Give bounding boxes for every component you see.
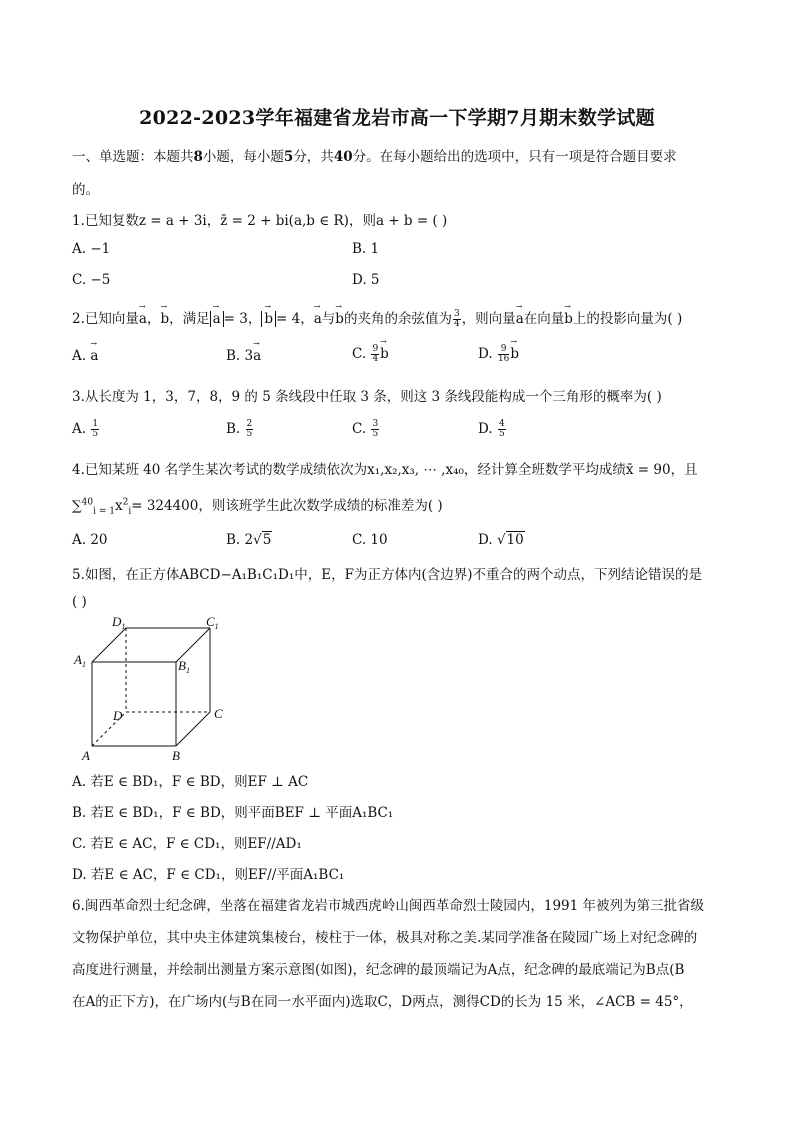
frac-den: 4 <box>453 319 460 329</box>
label-c1: $C_1$ <box>206 614 219 631</box>
opt-label: B. <box>226 421 245 437</box>
q2-text: ，满足 <box>169 311 210 327</box>
sum-upper: 40 <box>81 497 94 508</box>
cube-diagram <box>72 614 242 764</box>
section-text: 一、单选题：本题共 <box>72 149 194 165</box>
sqrt: √5 <box>253 532 272 548</box>
q4-option-a: A. 20 <box>72 532 108 548</box>
question-6-line-3: 高度进行测量，并绘制出测量方案示意图(如图)，纪念碑的最顶端记为A点，纪念碑的最底端记为B点(B <box>72 962 685 978</box>
label-b1: $B_1$ <box>178 658 190 675</box>
q3-option-b <box>226 420 254 439</box>
sqrt: √10 <box>496 532 524 548</box>
label-d1: $D_1$ <box>112 614 126 631</box>
question-2-stem: 2.已知向量→ a，→ b，满足→ a = 3，→ b = 4，→ a与→ b的夹角的余弦值为 $\frac{3}{4}$ ，则向量→ a在向量→ b上的投影向量为( ) <box>72 307 682 329</box>
vector-b: → b <box>160 311 169 327</box>
radicand: 10 <box>506 532 524 548</box>
question-6-line-4: 在A的正下方)，在广场内(与B在同一水平面内)选取C，D两点，测得CD的长为 15 米，∠ACB = 45°， <box>72 994 693 1010</box>
label-d: D <box>113 708 123 723</box>
vector-a: → a <box>139 311 147 327</box>
opt-label: A. <box>72 421 91 437</box>
fraction-cos <box>453 310 461 329</box>
q5-option-d: D. 若E ∈ AC，F ∈ CD₁，则EF//平面A₁BC₁ <box>72 867 345 883</box>
frac-num: 3 <box>453 309 460 319</box>
q2-option-b <box>226 348 261 364</box>
frac-num: 3 <box>372 419 379 429</box>
section-text: 分。在每小题给出的选项中，只有一项是符合题目要求 <box>352 149 677 165</box>
fraction <box>91 420 99 439</box>
frac-num: 4 <box>498 419 505 429</box>
section-total: 40 <box>333 149 353 165</box>
section-header-cont: 的。 <box>72 182 99 198</box>
fraction <box>246 420 254 439</box>
q2-option-a <box>72 348 98 364</box>
q2-text: = 3， <box>223 311 262 327</box>
vector-a: → a <box>314 311 322 327</box>
fraction <box>498 345 509 364</box>
q4-option-d <box>478 532 525 548</box>
label-a1: $A_1$ <box>74 652 86 669</box>
question-6-line-1: 6.闽西革命烈士纪念碑，坐落在福建省龙岩市城西虎岭山闽西革命烈士陵园内，1991 年被列为第三批省级 <box>72 898 705 914</box>
page-title: 2022-2023学年福建省龙岩市高一下学期7月期末数学试题 <box>139 107 655 129</box>
vector-b: → b <box>264 311 273 327</box>
q2-text: 在向量 <box>523 311 565 327</box>
q4-option-c: C. 10 <box>352 532 388 548</box>
question-4-stem-cont: $\sum^{40}_{i = 1}x^2_i= 324400$，则该班学生此次数学成绩的标准差为( ) <box>72 497 443 517</box>
abs-b <box>261 311 276 327</box>
q4-option-b <box>226 532 272 548</box>
frac-den: 4 <box>372 354 379 364</box>
q1-option-a: A. −1 <box>72 241 111 257</box>
opt-label: A. <box>72 348 91 364</box>
label-c: C <box>214 706 223 721</box>
q5-option-a: A. 若E ∈ BD₁，F ∈ BD，则EF ⊥ AC <box>72 774 309 790</box>
abs-a <box>210 311 224 327</box>
vector-a: → a <box>213 311 221 327</box>
vector-a: → a <box>253 348 261 364</box>
section-header <box>72 145 677 165</box>
q1-option-c: C. −5 <box>72 272 111 288</box>
frac-num: 1 <box>92 419 99 429</box>
q2-text: = 4， <box>276 311 314 327</box>
opt-label: C. <box>352 346 371 362</box>
opt-label: D. <box>478 532 497 548</box>
q2-text: ，则向量 <box>461 311 516 327</box>
edge-a1-d1 <box>92 628 126 662</box>
fraction <box>498 420 506 439</box>
frac-num: 9 <box>372 344 379 354</box>
frac-num: 9 <box>498 345 509 355</box>
opt-label: C. <box>352 421 371 437</box>
radicand: 5 <box>262 532 272 548</box>
opt-label: D. <box>478 346 497 362</box>
frac-den: 16 <box>497 354 510 364</box>
q3-option-c <box>352 420 380 439</box>
q5-option-c: C. 若E ∈ AC，F ∈ CD₁，则EF//AD₁ <box>72 836 302 852</box>
q2-text: 上的投影向量为( ) <box>572 311 683 327</box>
q2-text: 2.已知向量 <box>72 311 139 327</box>
q5-option-b: B. 若E ∈ BD₁，F ∈ BD，则平面BEF ⊥ 平面A₁BC₁ <box>72 805 394 821</box>
fraction <box>371 420 379 439</box>
vector-a: → a <box>90 348 98 364</box>
frac-den: 5 <box>246 429 253 439</box>
label-b: B <box>172 748 180 763</box>
label-a: A <box>82 748 90 763</box>
section-text: 分，共 <box>293 149 334 165</box>
fraction <box>371 345 379 364</box>
question-6-line-2: 文物保护单位，其中央主体建筑集棱台，棱柱于一体，极具对称之美.某同学准备在陵园广场上对纪念碑的 <box>72 930 698 946</box>
q2-text: 与 <box>321 311 336 327</box>
q2-text: 的夹角的余弦值为 <box>343 311 452 327</box>
vector-b: → b <box>564 311 573 327</box>
frac-num: 2 <box>246 419 253 429</box>
q3-option-a <box>72 420 100 439</box>
vector-b: → b <box>335 311 344 327</box>
frac-den: 5 <box>372 429 379 439</box>
sum-symbol: ∑ <box>72 498 82 514</box>
vector-b: → b <box>380 346 389 362</box>
section-text: 小题，每小题 <box>202 149 284 165</box>
q3-option-d <box>478 420 507 439</box>
sum-lower: i = 1 <box>93 506 115 517</box>
q2-option-c <box>352 345 389 364</box>
edge-b-c <box>176 712 210 746</box>
q1-option-b: B. 1 <box>352 241 380 257</box>
question-5-stem: 5.如图，在正方体ABCD−A₁B₁C₁D₁中，E，F为正方体内(含边界)不重合的两个动点，下列结论错误的是 <box>72 567 702 583</box>
q4-text: = 324400，则该班学生此次数学成绩的标准差为( ) <box>131 498 443 514</box>
vector-b: → b <box>510 346 519 362</box>
section-points: 5 <box>283 149 294 165</box>
question-5-stem-cont: ( ) <box>72 594 87 610</box>
frac-den: 5 <box>92 429 99 439</box>
q1-option-d: D. 5 <box>352 272 380 288</box>
section-count: 8 <box>193 149 203 165</box>
q4-text: x <box>114 498 123 514</box>
opt-label: B. 2 <box>226 532 254 548</box>
frac-den: 5 <box>498 429 505 439</box>
q2-option-d <box>478 345 519 364</box>
opt-label: B. 3 <box>226 348 254 364</box>
vector-a: → a <box>516 311 524 327</box>
question-1-stem: 1.已知复数z = a + 3i，z̄ = 2 + bi(a,b ∈ R)，则a + b = ( ) <box>72 213 448 229</box>
opt-label: D. <box>478 421 497 437</box>
question-3-stem: 3.从长度为 1，3，7，8，9 的 5 条线段中任取 3 条，则这 3 条线段能构成一个三角形的概率为( ) <box>72 389 662 405</box>
question-4-stem: 4.已知某班 40 名学生某次考试的数学成绩依次为x₁,x₂,x₃, ⋯ ,x₄₀，经计算全班数学平均成绩x̄ = 90，且 <box>72 462 698 478</box>
edge-b1-c1 <box>176 628 210 662</box>
